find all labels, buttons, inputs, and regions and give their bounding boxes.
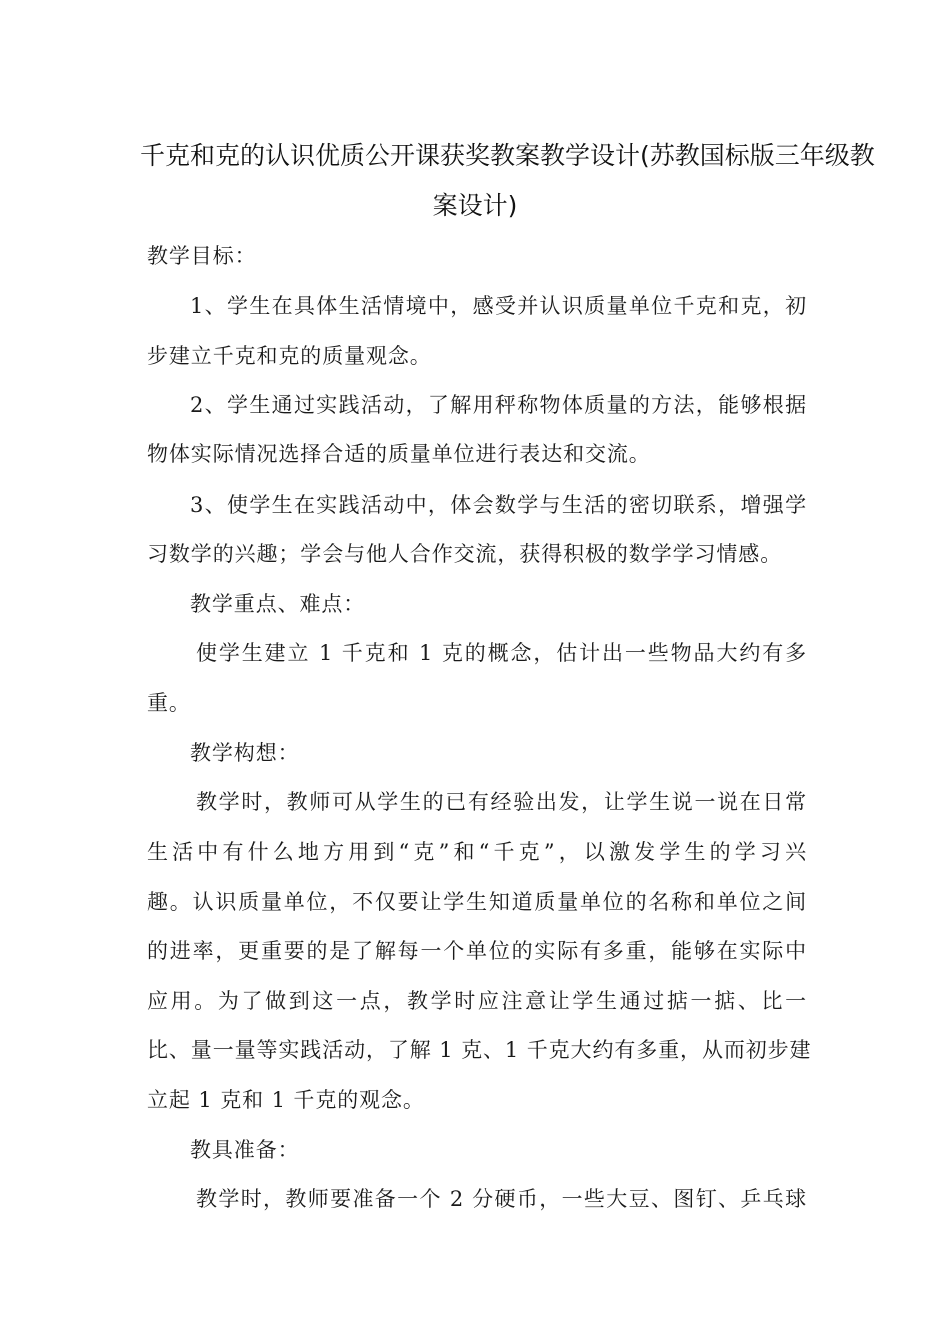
document-title-line-2: 案设计) bbox=[432, 191, 518, 220]
teaching-idea-line-2: 生活中有什么地方用到“克”和“千克”，以激发学生的学习兴 bbox=[147, 840, 807, 864]
key-points-line-1: 使学生建立 1 千克和 1 克的概念，估计出一些物品大约有多 bbox=[196, 641, 807, 665]
teaching-idea-line-6: 比、量一量等实践活动，了解 1 克、1 千克大约有多重，从而初步建 bbox=[147, 1038, 812, 1062]
section-heading-teaching-tools: 教具准备： bbox=[190, 1138, 300, 1162]
goal-3-line-2: 习数学的兴趣；学会与他人合作交流，获得积极的数学学习情感。 bbox=[147, 542, 783, 566]
section-heading-key-points: 教学重点、难点： bbox=[190, 592, 366, 616]
goal-1-line-1: 1、学生在具体生活情境中，感受并认识质量单位千克和克，初 bbox=[190, 294, 807, 318]
section-heading-goals: 教学目标： bbox=[147, 244, 257, 268]
teaching-tools-line-1: 教学时，教师要准备一个 2 分硬币，一些大豆、图钉、乒乓球 bbox=[196, 1187, 807, 1211]
teaching-idea-line-1: 教学时，教师可从学生的已有经验出发，让学生说一说在日常 bbox=[196, 790, 807, 814]
key-points-line-2: 重。 bbox=[147, 691, 191, 715]
teaching-idea-line-3: 趣。认识质量单位，不仅要让学生知道质量单位的名称和单位之间 bbox=[147, 890, 807, 914]
goal-3-line-1: 3、使学生在实践活动中，体会数学与生活的密切联系，增强学 bbox=[190, 493, 807, 517]
section-heading-teaching-idea: 教学构想： bbox=[190, 741, 300, 765]
teaching-idea-line-4: 的进率，更重要的是了解每一个单位的实际有多重，能够在实际中 bbox=[147, 939, 807, 963]
teaching-idea-line-7: 立起 1 克和 1 千克的观念。 bbox=[147, 1088, 425, 1112]
teaching-idea-line-5: 应用。为了做到这一点，教学时应注意让学生通过掂一掂、比一 bbox=[147, 989, 807, 1013]
goal-2-line-1: 2、学生通过实践活动，了解用秤称物体质量的方法，能够根据 bbox=[190, 393, 807, 417]
document-title-line-1: 千克和克的认识优质公开课获奖教案教学设计(苏教国标版三年级教 bbox=[140, 141, 875, 170]
goal-1-line-2: 步建立千克和克的质量观念。 bbox=[147, 344, 432, 368]
goal-2-line-2: 物体实际情况选择合适的质量单位进行表达和交流。 bbox=[147, 442, 651, 466]
